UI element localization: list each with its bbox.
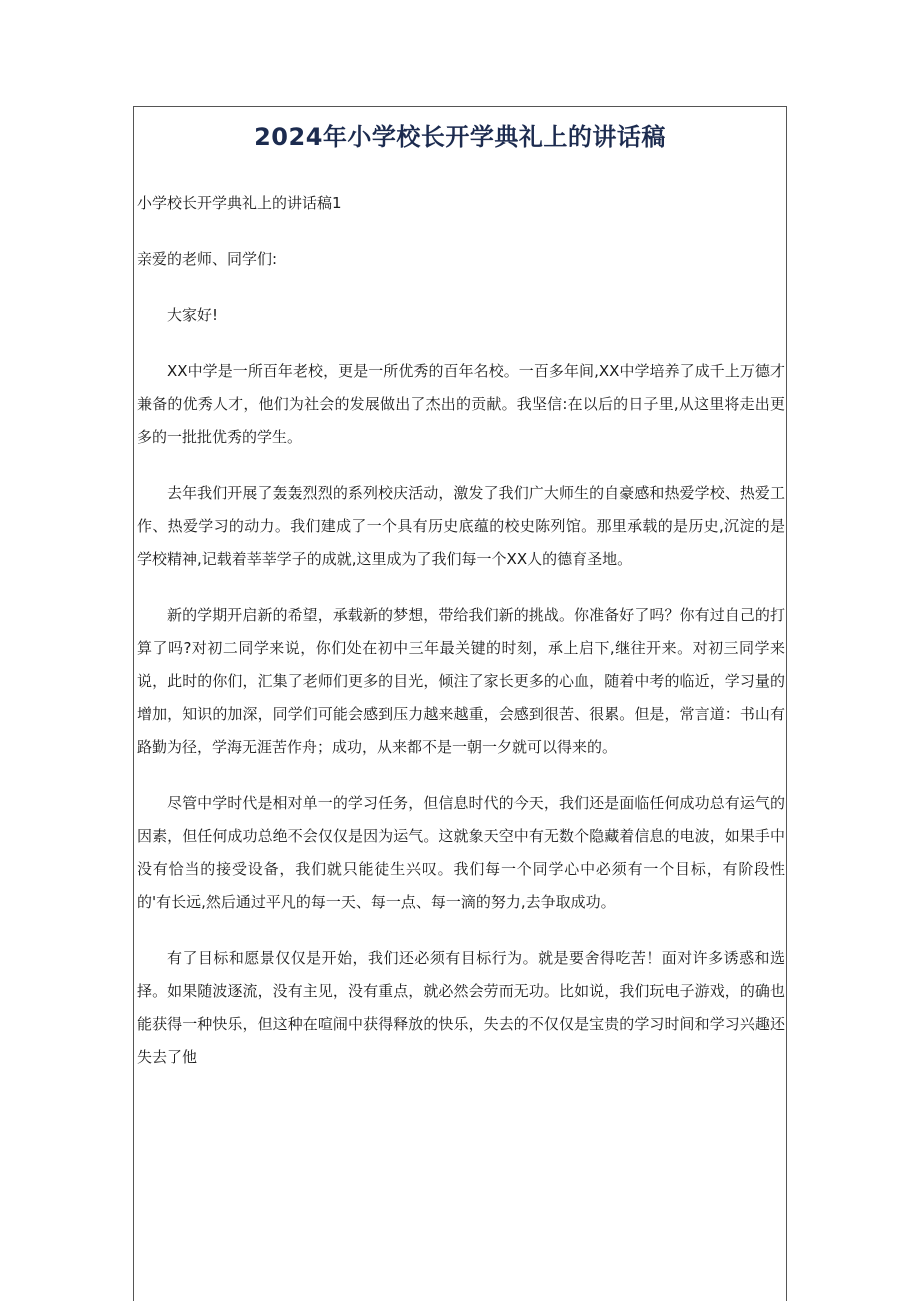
document-subtitle: 小学校长开学典礼上的讲话稿1 [137, 194, 342, 212]
paragraph: 去年我们开展了轰轰烈烈的系列校庆活动，激发了我们广大师生的自豪感和热爱学校、热爱工作、热爱学习的动力。我们建成了一个具有历史底蕴的校史陈列馆。那里承载的是历史,沉淀的是学校精神,记载着莘莘学子的成就,这里成为了我们每一个XX人的德育圣地。 [137, 484, 785, 568]
paragraph: 有了目标和愿景仅仅是开始，我们还必须有目标行为。就是要舍得吃苦！面对许多诱惑和选择。如果随波逐流，没有主见，没有重点，就必然会劳而无功。比如说，我们玩电子游戏，的确也能获得一种快乐，但这种在喧闹中获得释放的快乐，失去的不仅仅是宝贵的学习时间和学习兴趣还失去了他 [137, 949, 785, 1066]
paragraph: 新的学期开启新的希望，承载新的梦想，带给我们新的挑战。你准备好了吗？你有过自己的打算了吗?对初二同学来说，你们处在初中三年最关键的时刻，承上启下,继往开来。对初三同学来说，此时的你们，汇集了老师们更多的目光，倾注了家长更多的心血，随着中考的临近，学习量的增加，知识的加深，同学们可能会感到压力越来越重，会感到很苦、很累。但是，常言道：书山有路勤为径，学海无涯苦作舟；成功，从来都不是一朝一夕就可以得来的。 [137, 606, 785, 756]
document-body [137, 187, 785, 1097]
salutation: 亲爱的老师、同学们: [137, 250, 278, 268]
greeting: 大家好! [167, 306, 219, 324]
document-title: 2024年小学校长开学典礼上的讲话稿 [254, 123, 666, 151]
paragraph: 尽管中学时代是相对单一的学习任务，但信息时代的今天，我们还是面临任何成功总有运气的因素，但任何成功总绝不会仅仅是因为运气。这就象天空中有无数个隐藏着信息的电波，如果手中没有恰当的接受设备，我们就只能徒生兴叹。我们每一个同学心中必须有一个目标，有阶段性的'有长远,然后通过平凡的每一天、每一点、每一滴的努力,去争取成功。 [137, 794, 785, 911]
paragraph: XX中学是一所百年老校，更是一所优秀的百年名校。一百多年间,XX中学培养了成千上万德才兼备的优秀人才，他们为社会的发展做出了杰出的贡献。我坚信:在以后的日子里,从这里将走出更多的一批批优秀的学生。 [137, 362, 785, 446]
document-page [133, 106, 787, 1301]
